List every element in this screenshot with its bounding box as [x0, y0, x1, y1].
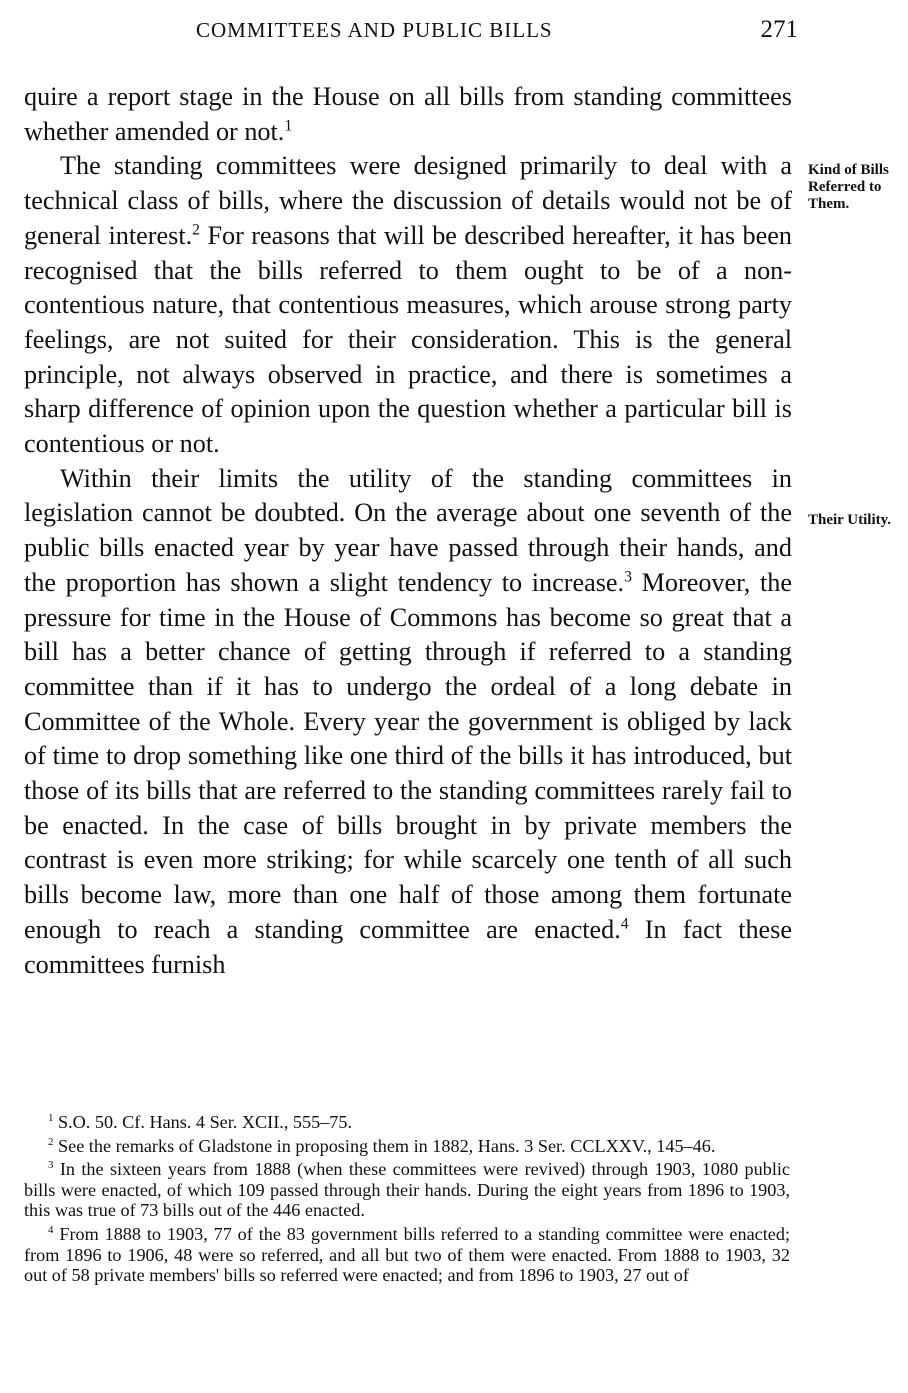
margin-note-utility: Their Utility.	[808, 512, 892, 528]
paragraph-text: Within their limits the utility of the standing committees in legislation cannot be doubted. On the average about one seventh of the public bills enacted year by year have passed through their hands, and the proportion has shown a slight tendency to increase.	[24, 463, 792, 597]
footnote-ref: 1	[284, 116, 293, 134]
footnote-text: S.O. 50. Cf. Hans. 4 Ser. XCII., 555–75.	[58, 1112, 353, 1132]
footnote-ref: 4	[620, 915, 629, 933]
page-header	[24, 16, 798, 50]
footnote-number: 3	[48, 1159, 54, 1172]
footnote	[24, 1136, 790, 1157]
footnote-text: See the remarks of Gladstone in proposing them in 1882, Hans. 3 Ser. CCLXXV., 145–46.	[58, 1135, 716, 1156]
footnote-text: From 1888 to 1903, 77 of the 83 government bills referred to a standing committee were enacted; from 1896 to 1906, 48 were so referred, and all but two of them were enacted. From 1888 to 1903, 32 out of 58 private members' bills so referred were enacted; and from 1896 to 1903, 27 out of	[24, 1223, 791, 1286]
footnote-number: 4	[48, 1223, 54, 1236]
footnote-number: 2	[48, 1135, 54, 1148]
paragraph-text: Moreover, the pressure for time in the House of Commons has become so great that a bill has a better chance of getting through if referred to a standing committee than if it has to undergo the ordeal of a long debate in Committee of the Whole. Every year the government is obliged by lack of time to drop something like one third of the bills it has introduced, but those of its bills that are referred to the standing committees rarely fail to be enacted. In the case of bills brought in by private members the contrast is even more striking; for while scarcely one tenth of all such bills become law, more than one half of those among them fortunate enough to reach a standing committee are enacted.	[24, 567, 792, 944]
paragraph-text: The standing committees were designed primarily to deal with a technical class of bills, where the discussion of details would not be of general interest.	[24, 151, 792, 250]
paragraph-text: quire a report stage in the House on all bills from standing committees whether amended or not.	[24, 82, 792, 146]
body-text	[24, 80, 792, 982]
footnote	[24, 1224, 790, 1286]
paragraph-kind-of-bills	[24, 149, 792, 461]
footnote-ref: 2	[192, 221, 200, 239]
footnotes	[24, 1112, 790, 1289]
paragraph-text: For reasons that will be described hereafter, it has been recognised that the bills referred to them ought to be of a non-contentious nature, that contentious measures, which arouse strong party feelings, are not suited for their consideration. This is the general principle, not always observed in practice, and there is sometimes a sharp difference of opinion upon the question whether a particular bill is contentious or not.	[24, 220, 792, 459]
footnote	[24, 1112, 790, 1133]
paragraph-continuation	[24, 80, 792, 149]
running-title: COMMITTEES AND PUBLIC BILLS	[196, 18, 553, 42]
footnote	[24, 1159, 790, 1221]
paragraph-utility	[24, 462, 792, 983]
footnote-text: In the sixteen years from 1888 (when these committees were revived) through 1903, 1080 public bills were enacted, of which 109 passed through their hands. During the eight years from 1896 to 1903, this was true of 73 bills out of the 446 enacted.	[24, 1159, 790, 1221]
page-number: 271	[760, 16, 798, 43]
footnote-number: 1	[48, 1111, 54, 1124]
footnote-ref: 3	[624, 568, 632, 586]
paragraph-text: In fact these committees furnish	[24, 914, 792, 979]
margin-note-kind: Kind of Bills Referred to Them.	[808, 162, 889, 212]
